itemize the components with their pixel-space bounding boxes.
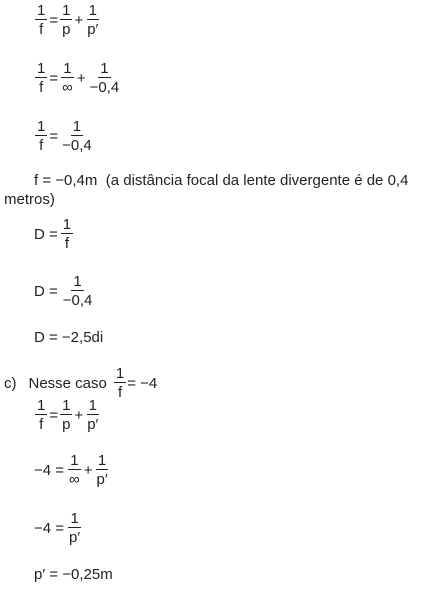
- fraction: [61, 217, 73, 251]
- fraction-numerator: 1: [97, 452, 107, 469]
- operator: +: [74, 406, 84, 424]
- fraction: [60, 3, 72, 37]
- fraction: [67, 453, 82, 487]
- focal-length-value: f = −0,4m: [34, 172, 98, 189]
- fraction-denominator: −0,4: [62, 292, 93, 309]
- fraction-denominator: f: [39, 416, 44, 433]
- fraction-numerator: 1: [37, 118, 46, 135]
- fraction-numerator: 1: [62, 216, 72, 233]
- equation: [34, 453, 111, 487]
- fraction: [67, 511, 82, 545]
- fraction-numerator: 1: [100, 60, 109, 77]
- equation-line: [34, 274, 439, 308]
- focal-length-note-continuation: metros): [4, 191, 55, 208]
- fraction-numerator: 1: [70, 510, 79, 527]
- fraction-numerator: 1: [62, 2, 71, 19]
- fraction: [60, 61, 75, 95]
- focal-length-line: [34, 172, 439, 189]
- equation-line: [34, 118, 439, 153]
- equation: [34, 217, 74, 251]
- focal-length-note: (a distância focal da lente divergente é de 0,4: [105, 172, 409, 189]
- fraction-numerator: 1: [88, 2, 97, 19]
- item-c-value: = −4: [127, 374, 158, 392]
- item-c-text: Nesse caso: [28, 374, 107, 392]
- fraction: [88, 61, 122, 95]
- equation-line: [34, 2, 439, 37]
- fraction: [35, 398, 47, 432]
- fraction: [60, 119, 94, 153]
- fraction-denominator: f: [39, 137, 44, 154]
- operator: +: [76, 69, 86, 87]
- fraction-denominator: ∞: [62, 79, 73, 96]
- item-c-line: [4, 366, 439, 400]
- operator: =: [49, 406, 59, 424]
- fraction-denominator: −0,4: [89, 79, 120, 96]
- fraction-numerator: 1: [63, 60, 72, 77]
- fraction-numerator: 1: [73, 273, 82, 290]
- fraction-denominator: p′: [87, 416, 99, 433]
- fraction-denominator: p: [62, 21, 71, 38]
- equation-line: [34, 397, 439, 432]
- equation-term: D =: [34, 225, 58, 243]
- fraction-denominator: p′: [87, 21, 99, 38]
- equation-line: [34, 217, 439, 251]
- equation: [34, 511, 83, 545]
- equation-term: −4 =: [34, 519, 65, 537]
- equation-term: D =: [34, 282, 58, 300]
- fraction-denominator: f: [117, 384, 123, 401]
- image-distance-result: p′ = −0,25m: [34, 566, 113, 583]
- equation: [34, 119, 95, 153]
- fraction-numerator: 1: [62, 397, 71, 414]
- fraction-numerator: 1: [37, 60, 46, 77]
- item-c-letter: c): [4, 374, 17, 392]
- equation-line: [34, 511, 439, 545]
- fraction-numerator: 1: [37, 397, 46, 414]
- fraction-numerator: 1: [115, 365, 125, 382]
- fraction-denominator: f: [39, 79, 44, 96]
- fraction-denominator: p′: [96, 471, 108, 488]
- operator: +: [74, 11, 84, 29]
- equation: [34, 3, 101, 37]
- operator: =: [49, 127, 59, 145]
- equation-line: [34, 60, 439, 95]
- fraction-denominator: ∞: [69, 471, 80, 488]
- fraction: [60, 398, 72, 432]
- fraction-numerator: 1: [37, 2, 46, 19]
- equation: [34, 61, 122, 95]
- fraction: [35, 119, 47, 153]
- fraction: [61, 274, 95, 308]
- fraction-denominator: −0,4: [62, 137, 92, 154]
- item-c-fraction: [114, 366, 126, 400]
- image-distance-result-line: [34, 566, 439, 583]
- operator: =: [49, 11, 59, 29]
- fraction-denominator: p: [62, 416, 71, 433]
- fraction-numerator: 1: [88, 397, 97, 414]
- fraction-denominator: p′: [69, 529, 81, 546]
- equation-term: −4 =: [34, 461, 65, 479]
- equation: [34, 398, 101, 432]
- equation-line: [34, 453, 439, 487]
- dioptre-result-line: [34, 329, 439, 346]
- fraction-numerator: 1: [70, 452, 79, 469]
- fraction: [85, 3, 100, 37]
- operator: +: [83, 461, 93, 479]
- fraction-denominator: f: [39, 21, 44, 38]
- fraction-denominator: f: [64, 235, 70, 252]
- fraction: [35, 3, 47, 37]
- focal-length-note-continuation-line: [4, 191, 439, 208]
- fraction-numerator: 1: [72, 118, 82, 135]
- equation: [34, 274, 95, 308]
- fraction: [85, 398, 100, 432]
- operator: =: [49, 69, 59, 87]
- fraction: [95, 453, 110, 487]
- fraction: [35, 61, 47, 95]
- dioptre-result: D = −2,5di: [34, 329, 104, 346]
